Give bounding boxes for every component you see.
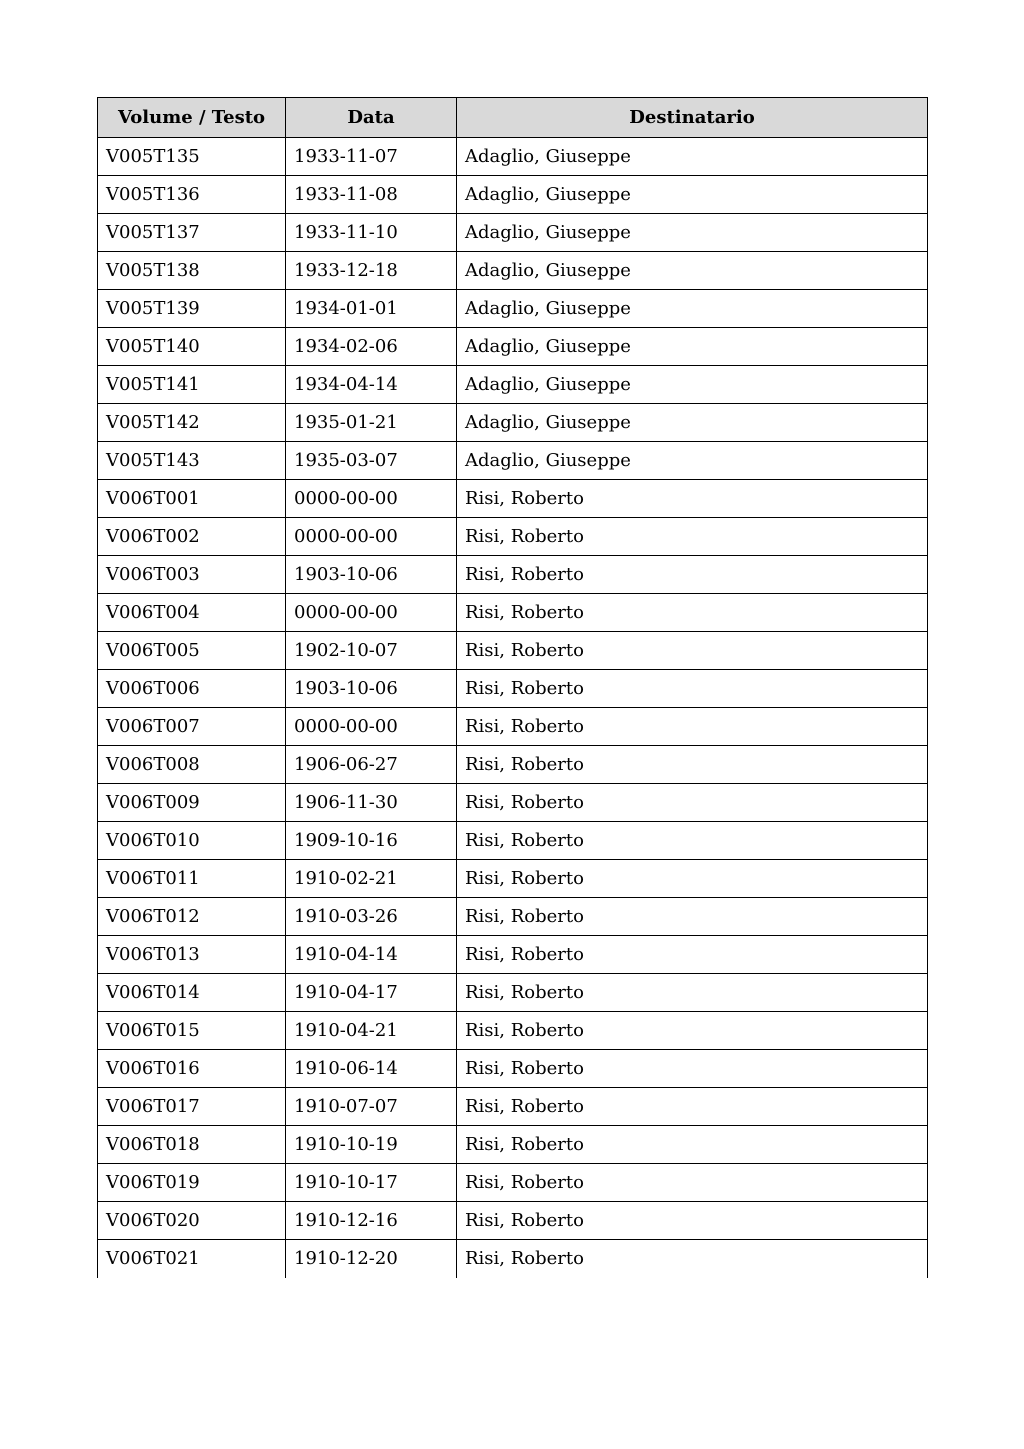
cell-data: 1910-10-19 [286,1126,457,1164]
cell-volume-testo: V006T011 [98,860,286,898]
cell-volume-testo: V006T005 [98,632,286,670]
cell-volume-testo: V006T013 [98,936,286,974]
header-row [98,98,928,138]
cell-destinatario: Risi, Roberto [457,556,928,594]
cell-destinatario: Adaglio, Giuseppe [457,328,928,366]
cell-volume-testo: V006T001 [98,480,286,518]
cell-destinatario: Risi, Roberto [457,480,928,518]
cell-data: 1933-12-18 [286,252,457,290]
cell-data: 1910-04-21 [286,1012,457,1050]
cell-destinatario: Risi, Roberto [457,1240,928,1278]
cell-destinatario: Risi, Roberto [457,898,928,936]
cell-destinatario: Adaglio, Giuseppe [457,404,928,442]
cell-destinatario: Risi, Roberto [457,1126,928,1164]
cell-volume-testo: V006T012 [98,898,286,936]
table-row [98,480,928,518]
cell-volume-testo: V006T009 [98,784,286,822]
table-header [98,98,928,138]
cell-volume-testo: V005T138 [98,252,286,290]
table-row [98,594,928,632]
table-row [98,290,928,328]
table-row [98,632,928,670]
cell-data: 1910-10-17 [286,1164,457,1202]
cell-data: 1910-04-17 [286,974,457,1012]
cell-data: 1906-11-30 [286,784,457,822]
cell-volume-testo: V006T007 [98,708,286,746]
table-row [98,328,928,366]
cell-data: 1910-03-26 [286,898,457,936]
cell-destinatario: Adaglio, Giuseppe [457,366,928,404]
cell-data: 1910-07-07 [286,1088,457,1126]
cell-data: 1934-02-06 [286,328,457,366]
cell-volume-testo: V006T010 [98,822,286,860]
table-row [98,860,928,898]
table-row [98,556,928,594]
cell-destinatario: Adaglio, Giuseppe [457,214,928,252]
cell-data: 1903-10-06 [286,670,457,708]
cell-destinatario: Risi, Roberto [457,1164,928,1202]
cell-destinatario: Risi, Roberto [457,708,928,746]
cell-destinatario: Risi, Roberto [457,860,928,898]
cell-volume-testo: V006T017 [98,1088,286,1126]
letters-table [97,97,928,1278]
cell-volume-testo: V006T018 [98,1126,286,1164]
cell-volume-testo: V006T004 [98,594,286,632]
cell-data: 0000-00-00 [286,594,457,632]
cell-destinatario: Risi, Roberto [457,594,928,632]
cell-volume-testo: V006T020 [98,1202,286,1240]
cell-destinatario: Risi, Roberto [457,1088,928,1126]
cell-data: 0000-00-00 [286,708,457,746]
cell-data: 1910-06-14 [286,1050,457,1088]
table-row [98,1012,928,1050]
table-row [98,1088,928,1126]
cell-volume-testo: V005T141 [98,366,286,404]
table-row [98,176,928,214]
table-row [98,974,928,1012]
cell-destinatario: Risi, Roberto [457,784,928,822]
table-row [98,1164,928,1202]
cell-destinatario: Risi, Roberto [457,1202,928,1240]
cell-volume-testo: V006T003 [98,556,286,594]
cell-destinatario: Adaglio, Giuseppe [457,176,928,214]
cell-volume-testo: V005T137 [98,214,286,252]
cell-volume-testo: V005T139 [98,290,286,328]
table-row [98,518,928,556]
cell-volume-testo: V006T016 [98,1050,286,1088]
cell-data: 1935-03-07 [286,442,457,480]
cell-destinatario: Risi, Roberto [457,974,928,1012]
cell-destinatario: Risi, Roberto [457,1012,928,1050]
table-row [98,214,928,252]
table-row [98,746,928,784]
cell-destinatario: Adaglio, Giuseppe [457,138,928,176]
cell-data: 1933-11-07 [286,138,457,176]
cell-volume-testo: V006T015 [98,1012,286,1050]
table-row [98,1240,928,1278]
cell-data: 1935-01-21 [286,404,457,442]
table-row [98,708,928,746]
cell-volume-testo: V006T019 [98,1164,286,1202]
table-body [98,138,928,1278]
cell-data: 1902-10-07 [286,632,457,670]
cell-destinatario: Adaglio, Giuseppe [457,290,928,328]
cell-destinatario: Adaglio, Giuseppe [457,442,928,480]
table-row [98,670,928,708]
cell-data: 1910-02-21 [286,860,457,898]
cell-destinatario: Risi, Roberto [457,632,928,670]
cell-volume-testo: V006T002 [98,518,286,556]
cell-volume-testo: V006T021 [98,1240,286,1278]
table-row [98,138,928,176]
cell-volume-testo: V006T014 [98,974,286,1012]
cell-data: 0000-00-00 [286,480,457,518]
cell-destinatario: Risi, Roberto [457,670,928,708]
cell-data: 1934-01-01 [286,290,457,328]
cell-destinatario: Adaglio, Giuseppe [457,252,928,290]
cell-volume-testo: V005T143 [98,442,286,480]
cell-data: 1933-11-10 [286,214,457,252]
cell-destinatario: Risi, Roberto [457,936,928,974]
column-header-volume-testo: Volume / Testo [98,98,286,138]
table-row [98,1050,928,1088]
table-row [98,898,928,936]
cell-destinatario: Risi, Roberto [457,518,928,556]
table-row [98,1202,928,1240]
cell-data: 1910-12-20 [286,1240,457,1278]
cell-volume-testo: V005T140 [98,328,286,366]
cell-data: 1934-04-14 [286,366,457,404]
cell-volume-testo: V006T006 [98,670,286,708]
cell-data: 0000-00-00 [286,518,457,556]
cell-volume-testo: V005T136 [98,176,286,214]
cell-data: 1903-10-06 [286,556,457,594]
table-row [98,784,928,822]
cell-destinatario: Risi, Roberto [457,746,928,784]
table-row [98,252,928,290]
table-row [98,366,928,404]
column-header-destinatario: Destinatario [457,98,928,138]
cell-data: 1933-11-08 [286,176,457,214]
table-row [98,936,928,974]
cell-volume-testo: V006T008 [98,746,286,784]
cell-data: 1906-06-27 [286,746,457,784]
cell-destinatario: Risi, Roberto [457,1050,928,1088]
table-row [98,442,928,480]
cell-destinatario: Risi, Roberto [457,822,928,860]
table-row [98,1126,928,1164]
cell-data: 1910-04-14 [286,936,457,974]
table-row [98,822,928,860]
cell-data: 1909-10-16 [286,822,457,860]
table-row [98,404,928,442]
cell-volume-testo: V005T135 [98,138,286,176]
column-header-data: Data [286,98,457,138]
cell-data: 1910-12-16 [286,1202,457,1240]
cell-volume-testo: V005T142 [98,404,286,442]
